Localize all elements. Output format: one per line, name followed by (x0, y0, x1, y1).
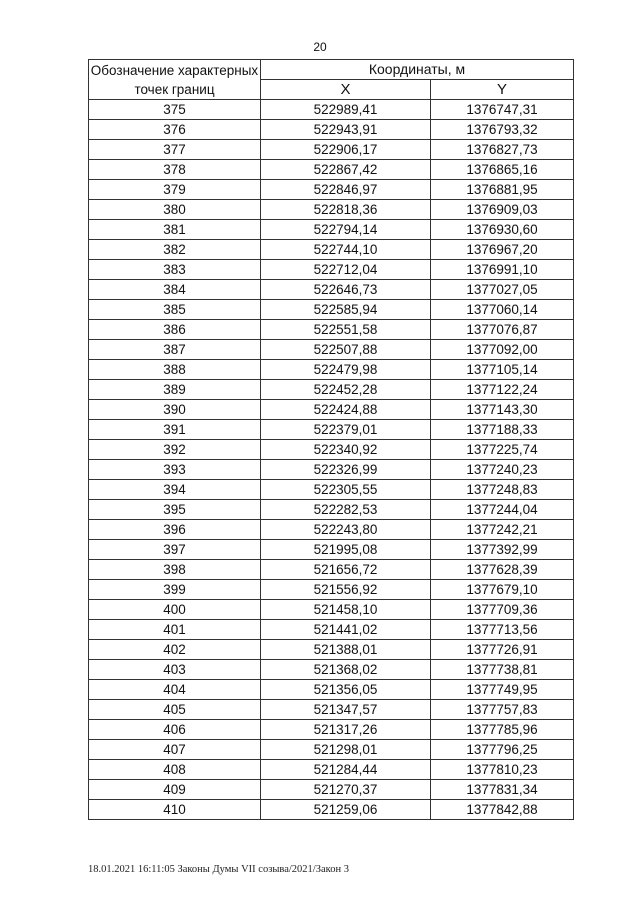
table-row (89, 580, 574, 600)
point-number-cell: 375 (89, 100, 261, 120)
table-row (89, 160, 574, 180)
x-coordinate-cell: 522551,58 (261, 320, 431, 340)
x-coordinate-cell: 522507,88 (261, 340, 431, 360)
y-coordinate-cell: 1376967,20 (431, 240, 574, 260)
y-coordinate-cell: 1376747,31 (431, 100, 574, 120)
footer-stamp: 18.01.2021 16:11:05 Законы Думы VII созыва/2021/Закон 3 (88, 864, 349, 875)
y-coordinate-cell: 1377392,99 (431, 540, 574, 560)
point-number-cell: 397 (89, 540, 261, 560)
x-coordinate-cell: 521259,06 (261, 800, 431, 820)
x-coordinate-cell: 522452,28 (261, 380, 431, 400)
point-number-cell: 399 (89, 580, 261, 600)
table-row (89, 280, 574, 300)
table-row (89, 440, 574, 460)
table-header (89, 60, 574, 100)
table-row (89, 500, 574, 520)
table-row (89, 300, 574, 320)
y-coordinate-cell: 1377027,05 (431, 280, 574, 300)
y-coordinate-cell: 1377749,95 (431, 680, 574, 700)
point-number-cell: 378 (89, 160, 261, 180)
table-row (89, 640, 574, 660)
y-coordinate-cell: 1376909,03 (431, 200, 574, 220)
header-x: X (261, 80, 431, 100)
point-number-cell: 408 (89, 760, 261, 780)
y-coordinate-cell: 1377225,74 (431, 440, 574, 460)
table-body (89, 100, 574, 820)
x-coordinate-cell: 522479,98 (261, 360, 431, 380)
table-row (89, 780, 574, 800)
point-number-cell: 405 (89, 700, 261, 720)
y-coordinate-cell: 1377796,25 (431, 740, 574, 760)
x-coordinate-cell: 522646,73 (261, 280, 431, 300)
point-number-cell: 398 (89, 560, 261, 580)
point-number-cell: 400 (89, 600, 261, 620)
x-coordinate-cell: 522943,91 (261, 120, 431, 140)
point-number-cell: 386 (89, 320, 261, 340)
point-number-cell: 406 (89, 720, 261, 740)
point-number-cell: 395 (89, 500, 261, 520)
y-coordinate-cell: 1377188,33 (431, 420, 574, 440)
y-coordinate-cell: 1377713,56 (431, 620, 574, 640)
table-row (89, 140, 574, 160)
point-number-cell: 379 (89, 180, 261, 200)
x-coordinate-cell: 522846,97 (261, 180, 431, 200)
point-number-cell: 389 (89, 380, 261, 400)
x-coordinate-cell: 522424,88 (261, 400, 431, 420)
point-number-cell: 377 (89, 140, 261, 160)
y-coordinate-cell: 1377738,81 (431, 660, 574, 680)
point-number-cell: 392 (89, 440, 261, 460)
y-coordinate-cell: 1377726,91 (431, 640, 574, 660)
table-row (89, 720, 574, 740)
point-number-cell: 401 (89, 620, 261, 640)
x-coordinate-cell: 521388,01 (261, 640, 431, 660)
point-number-cell: 410 (89, 800, 261, 820)
y-coordinate-cell: 1376793,32 (431, 120, 574, 140)
table-row (89, 660, 574, 680)
y-coordinate-cell: 1377240,23 (431, 460, 574, 480)
table-row (89, 400, 574, 420)
x-coordinate-cell: 522906,17 (261, 140, 431, 160)
table-row (89, 600, 574, 620)
table-row (89, 560, 574, 580)
table-row (89, 700, 574, 720)
point-number-cell: 402 (89, 640, 261, 660)
y-coordinate-cell: 1376865,16 (431, 160, 574, 180)
point-number-cell: 388 (89, 360, 261, 380)
point-number-cell: 380 (89, 200, 261, 220)
point-number-cell: 393 (89, 460, 261, 480)
table-row (89, 680, 574, 700)
point-number-cell: 403 (89, 660, 261, 680)
table-row (89, 120, 574, 140)
y-coordinate-cell: 1377105,14 (431, 360, 574, 380)
x-coordinate-cell: 522305,55 (261, 480, 431, 500)
x-coordinate-cell: 521317,26 (261, 720, 431, 740)
table-row (89, 340, 574, 360)
table-row (89, 360, 574, 380)
y-coordinate-cell: 1377628,39 (431, 560, 574, 580)
point-number-cell: 390 (89, 400, 261, 420)
coordinates-table (88, 59, 574, 820)
table-row (89, 460, 574, 480)
table-row (89, 480, 574, 500)
y-coordinate-cell: 1376930,60 (431, 220, 574, 240)
x-coordinate-cell: 522989,41 (261, 100, 431, 120)
y-coordinate-cell: 1377785,96 (431, 720, 574, 740)
x-coordinate-cell: 521368,02 (261, 660, 431, 680)
x-coordinate-cell: 522326,99 (261, 460, 431, 480)
y-coordinate-cell: 1377076,87 (431, 320, 574, 340)
table-row (89, 620, 574, 640)
x-coordinate-cell: 522744,10 (261, 240, 431, 260)
x-coordinate-cell: 521656,72 (261, 560, 431, 580)
table-row (89, 320, 574, 340)
x-coordinate-cell: 522867,42 (261, 160, 431, 180)
y-coordinate-cell: 1377842,88 (431, 800, 574, 820)
y-coordinate-cell: 1377143,30 (431, 400, 574, 420)
x-coordinate-cell: 522379,01 (261, 420, 431, 440)
x-coordinate-cell: 521284,44 (261, 760, 431, 780)
y-coordinate-cell: 1377060,14 (431, 300, 574, 320)
x-coordinate-cell: 522794,14 (261, 220, 431, 240)
table-row (89, 420, 574, 440)
table-row (89, 240, 574, 260)
x-coordinate-cell: 521556,92 (261, 580, 431, 600)
table-row (89, 800, 574, 820)
page-number: 20 (313, 40, 327, 54)
point-number-cell: 382 (89, 240, 261, 260)
y-coordinate-cell: 1377122,24 (431, 380, 574, 400)
x-coordinate-cell: 522818,36 (261, 200, 431, 220)
y-coordinate-cell: 1377831,34 (431, 780, 574, 800)
point-number-cell: 381 (89, 220, 261, 240)
table-row (89, 200, 574, 220)
point-number-cell: 383 (89, 260, 261, 280)
point-number-cell: 387 (89, 340, 261, 360)
table-row (89, 180, 574, 200)
header-y: Y (431, 80, 574, 100)
table-row (89, 220, 574, 240)
table-row (89, 740, 574, 760)
point-number-cell: 409 (89, 780, 261, 800)
table-row (89, 100, 574, 120)
y-coordinate-cell: 1376991,10 (431, 260, 574, 280)
point-number-cell: 385 (89, 300, 261, 320)
point-number-cell: 391 (89, 420, 261, 440)
y-coordinate-cell: 1376881,95 (431, 180, 574, 200)
x-coordinate-cell: 522712,04 (261, 260, 431, 280)
point-number-cell: 404 (89, 680, 261, 700)
x-coordinate-cell: 521270,37 (261, 780, 431, 800)
table-row (89, 260, 574, 280)
y-coordinate-cell: 1377679,10 (431, 580, 574, 600)
table-row (89, 380, 574, 400)
point-number-cell: 396 (89, 520, 261, 540)
y-coordinate-cell: 1377244,04 (431, 500, 574, 520)
x-coordinate-cell: 521995,08 (261, 540, 431, 560)
x-coordinate-cell: 521441,02 (261, 620, 431, 640)
point-number-cell: 376 (89, 120, 261, 140)
x-coordinate-cell: 521298,01 (261, 740, 431, 760)
x-coordinate-cell: 521356,05 (261, 680, 431, 700)
y-coordinate-cell: 1377709,36 (431, 600, 574, 620)
point-number-cell: 384 (89, 280, 261, 300)
header-designation: Обозначение характерных точек границ (89, 60, 261, 100)
y-coordinate-cell: 1377757,83 (431, 700, 574, 720)
x-coordinate-cell: 522282,53 (261, 500, 431, 520)
x-coordinate-cell: 522585,94 (261, 300, 431, 320)
x-coordinate-cell: 522243,80 (261, 520, 431, 540)
x-coordinate-cell: 521347,57 (261, 700, 431, 720)
x-coordinate-cell: 521458,10 (261, 600, 431, 620)
point-number-cell: 407 (89, 740, 261, 760)
table-row (89, 760, 574, 780)
y-coordinate-cell: 1377248,83 (431, 480, 574, 500)
y-coordinate-cell: 1377092,00 (431, 340, 574, 360)
header-row-top (89, 60, 574, 80)
y-coordinate-cell: 1377242,21 (431, 520, 574, 540)
table-row (89, 520, 574, 540)
y-coordinate-cell: 1376827,73 (431, 140, 574, 160)
point-number-cell: 394 (89, 480, 261, 500)
y-coordinate-cell: 1377810,23 (431, 760, 574, 780)
header-coordinates: Координаты, м (261, 60, 574, 80)
table-row (89, 540, 574, 560)
x-coordinate-cell: 522340,92 (261, 440, 431, 460)
